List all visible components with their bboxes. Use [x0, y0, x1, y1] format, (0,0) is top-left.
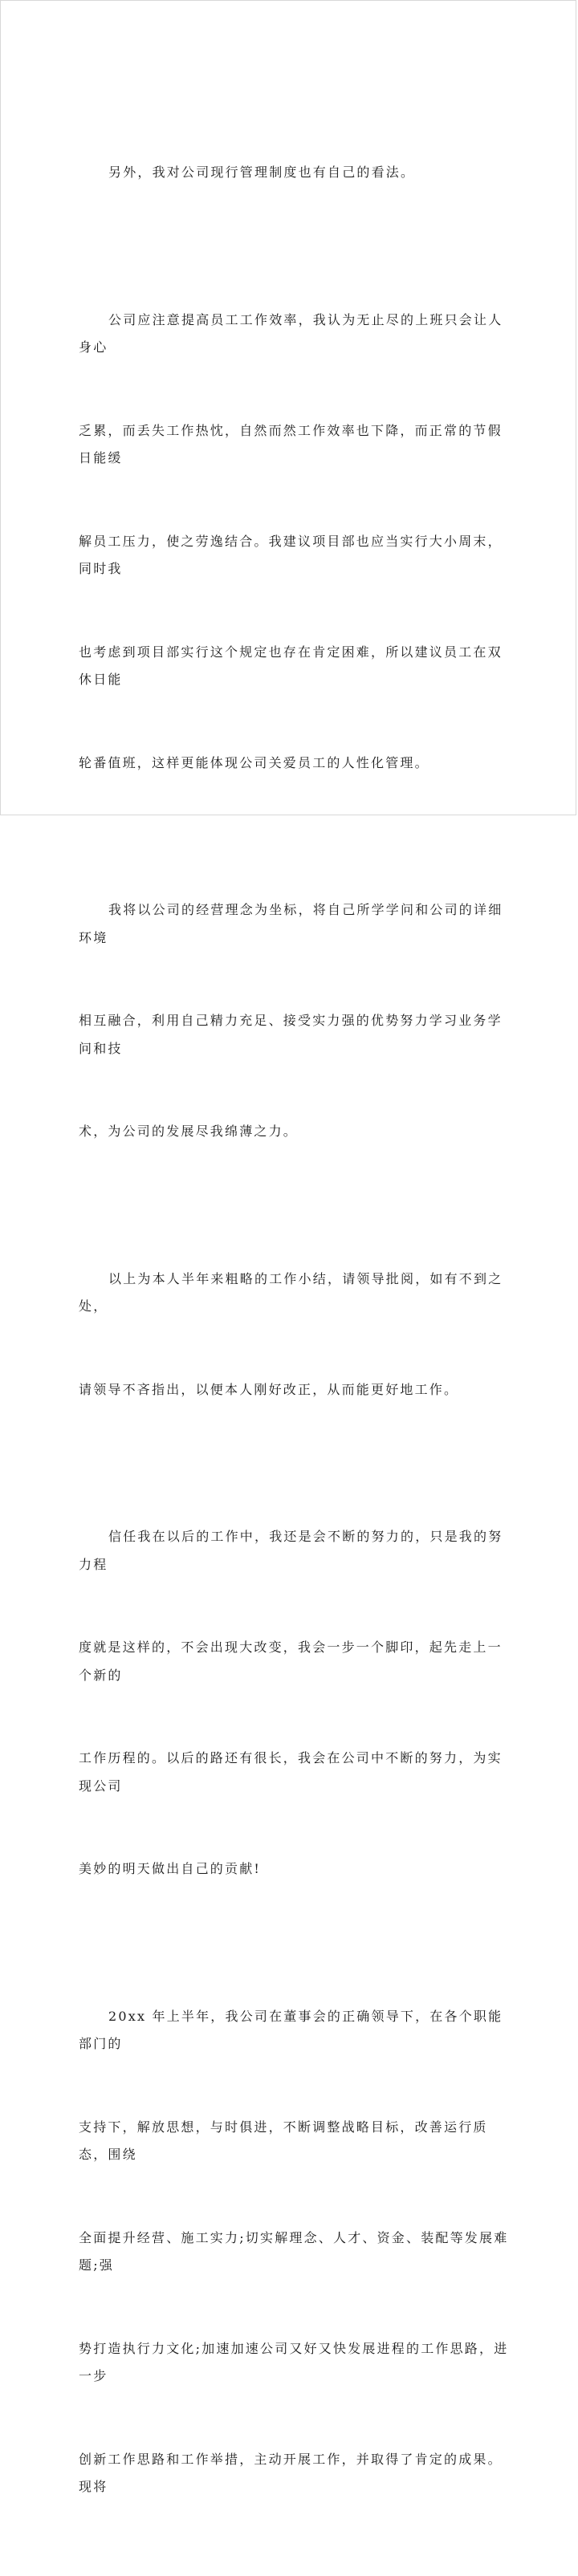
paragraph-line: 我将以公司的经营理念为坐标，将自己所学学问和公司的详细环境	[79, 902, 503, 945]
paragraph-line: 创新工作思路和工作举措，主动开展工作，并取得了肯定的成果。现将	[79, 2451, 503, 2494]
paragraph-3	[79, 841, 509, 1201]
paragraph-line: 另外，我对公司现行管理制度也有自己的看法。	[108, 165, 416, 180]
paragraph-line: 美妙的明天做出自己的贡献!	[79, 1861, 262, 1876]
paragraph-line: 信任我在以后的工作中，我还是会不断的努力的，只是我的努力程	[79, 1529, 503, 1572]
paragraph-1	[79, 104, 509, 242]
paragraph-2	[79, 251, 509, 833]
paragraph-line: 术，为公司的发展尽我绵薄之力。	[79, 1123, 299, 1139]
paragraph-line: 请领导不吝指出，以便本人刚好改正，从而能更好地工作。	[79, 1381, 459, 1397]
paragraph-line: 相互融合，利用自己精力充足、接受实力强的优势努力学习业务学问和技	[79, 1013, 503, 1056]
document-body	[79, 104, 509, 2576]
paragraph-line: 全面提升经营、施工实力;切实解理念、人才、资金、装配等发展难题;强	[79, 2229, 509, 2273]
paragraph-line: 20xx 年上半年，我公司在董事会的正确领导下，在各个职能部门的	[79, 2008, 503, 2051]
paragraph-line: 也考虑到项目部实行这个规定也存在肯定困难，所以建议员工在双休日能	[79, 644, 503, 687]
paragraph-6	[79, 1948, 509, 2557]
paragraph-line: 解员工压力，使之劳逸结合。我建议项目部也应当实行大小周末，同时我	[79, 533, 503, 576]
paragraph-line: 以上为本人半年来粗略的工作小结，请领导批阅，如有不到之处，	[79, 1270, 503, 1314]
paragraph-4	[79, 1210, 509, 1460]
paragraph-line: 公司应注意提高员工工作效率，我认为无止尽的上班只会让人身心	[79, 311, 503, 355]
paragraph-5	[79, 1468, 509, 1939]
paragraph-line: 轮番值班，这样更能体现公司关爱员工的人性化管理。	[79, 754, 429, 770]
paragraph-line: 势打造执行力文化;加速加速公司又好又快发展进程的工作思路，进一步	[79, 2340, 509, 2383]
paragraph-line: 度就是这样的，不会出现大改变，我会一步一个脚印，起先走上一个新的	[79, 1639, 503, 1683]
paragraph-line: 乏累，而丢失工作热忱，自然而然工作效率也下降，而正常的节假日能缓	[79, 422, 503, 465]
paragraph-line: 支持下，解放思想，与时俱进，不断调整战略目标，改善运行质态，围绕	[79, 2119, 488, 2162]
paragraph-line: 工作历程的。以后的路还有很长，我会在公司中不断的努力，为实现公司	[79, 1750, 503, 1794]
